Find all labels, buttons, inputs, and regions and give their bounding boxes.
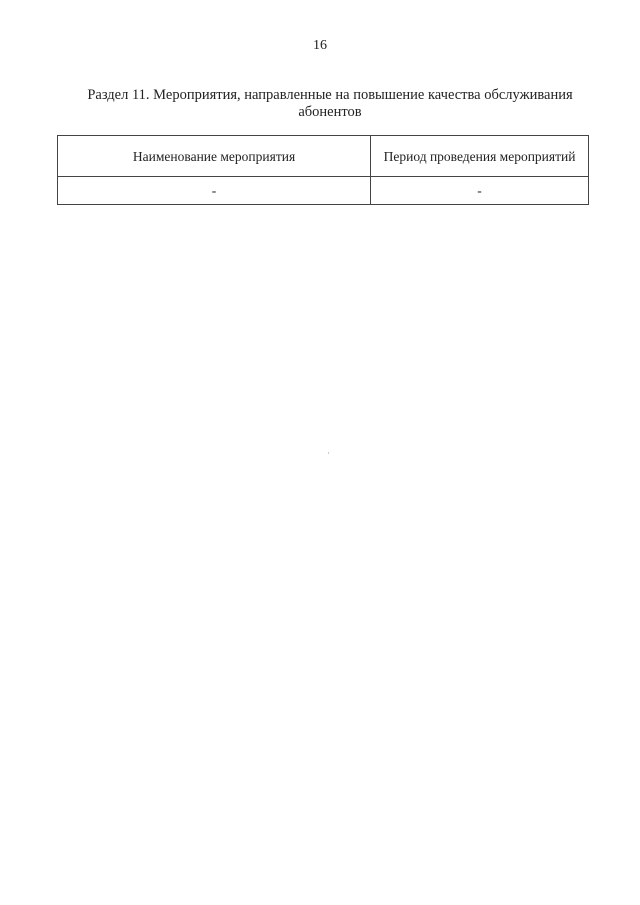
table-row bbox=[58, 177, 589, 205]
cell-event-period: - bbox=[371, 177, 589, 205]
scan-artifact bbox=[328, 452, 329, 454]
header-event-name: Наименование мероприятия bbox=[58, 136, 371, 177]
table-header-row bbox=[58, 136, 589, 177]
cell-event-name: - bbox=[58, 177, 371, 205]
events-table bbox=[57, 135, 589, 205]
header-event-period: Период проведения мероприятий bbox=[371, 136, 589, 177]
section-title: Раздел 11. Мероприятия, направленные на повышение качества обслуживания абонентов bbox=[87, 87, 573, 120]
page-number: 16 bbox=[313, 38, 327, 53]
